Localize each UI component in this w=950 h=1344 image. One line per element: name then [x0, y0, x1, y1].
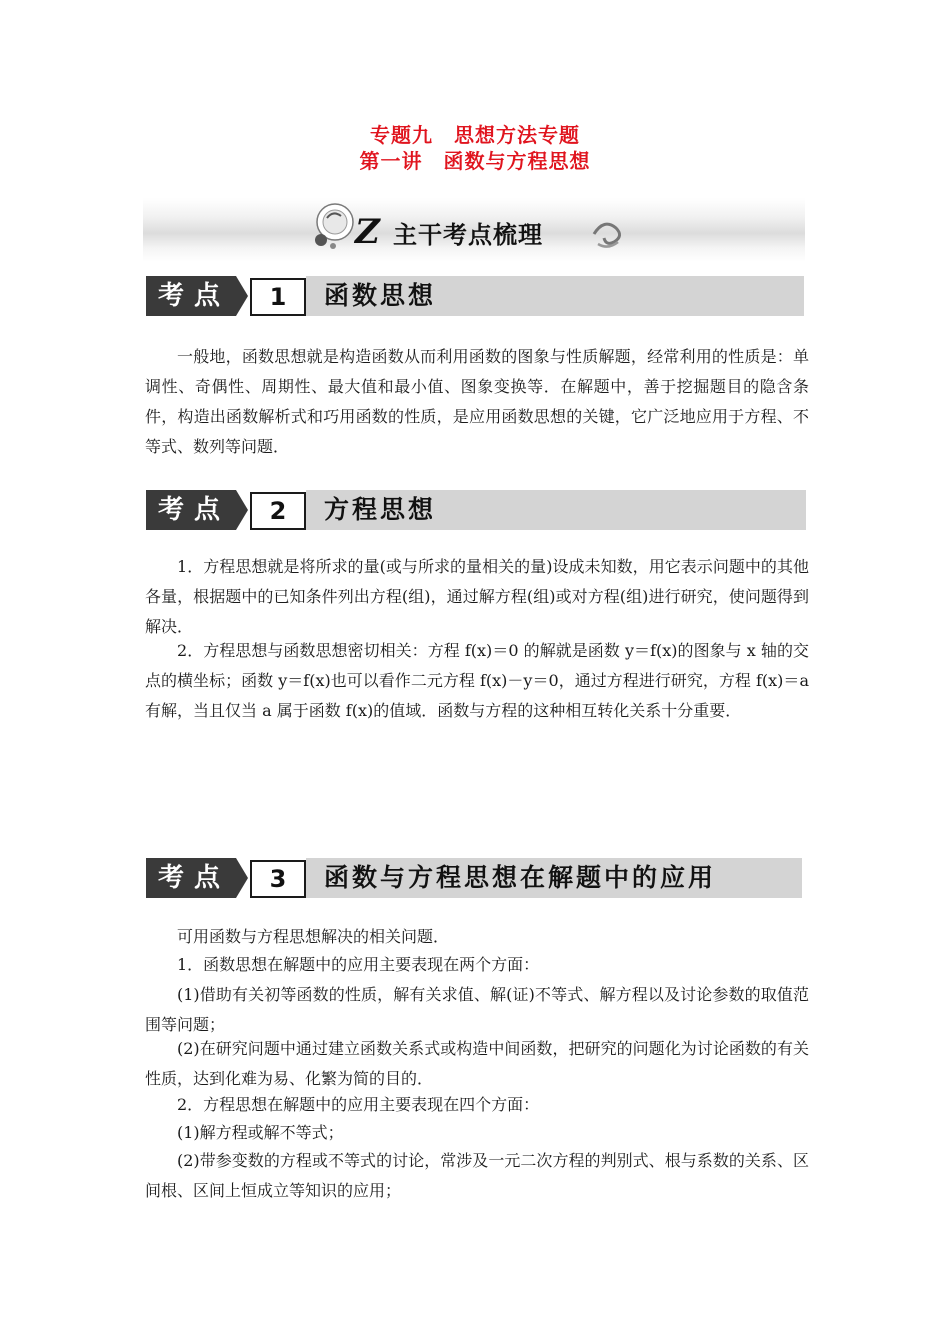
paragraph: 1．方程思想就是将所求的量(或与所求的量相关的量)设成未知数，用它表示问题中的其他各量，根据题中的已知条件列出方程(组)，通过解方程(组)或对方程(组)进行研究，使问题得到解决．	[145, 557, 809, 636]
paragraph: (2)带参变数的方程或不等式的讨论，常涉及一元二次方程的判别式、根与系数的关系、区间根、区间上恒成立等知识的应用；	[145, 1151, 809, 1200]
section-number: 3	[250, 860, 306, 898]
title-line-2: 第一讲 函数与方程思想	[359, 149, 591, 173]
section-heading: 函数与方程思想在解题中的应用	[324, 863, 717, 892]
section-number: 2	[250, 492, 306, 530]
paragraph: 一般地，函数思想就是构造函数从而利用函数的图象与性质解题，经常利用的性质是：单调性、奇偶性、周期性、最大值和最小值、图象变换等．在解题中，善于挖掘题目的隐含条件，构造出函数解析式和巧用函数的性质，是应用函数思想的关键，它广泛地应用于方程、不等式、数列等问题．	[145, 347, 809, 456]
arrow-right-icon	[236, 858, 248, 898]
section-tag: 考点	[146, 276, 236, 316]
section-header-2	[146, 490, 806, 530]
section-heading: 函数思想	[324, 281, 437, 310]
arrow-right-icon	[236, 276, 248, 316]
main-banner	[143, 198, 805, 262]
paragraph: (1)解方程或解不等式；	[177, 1123, 344, 1142]
bubble-decoration-icon	[311, 200, 355, 256]
paragraph: 2．方程思想与函数思想密切相关：方程 f(x)＝0 的解就是函数 y＝f(x)的图象与 x 轴的交点的横坐标；函数 y＝f(x)也可以看作二元方程 f(x)－y＝0，通过方程进行研究，方程 f(x)＝a 有解，当且仅当 a 属于函数 f(x)的值域．函数与方程的这种相互转化关系十分重要．	[145, 641, 809, 720]
section-tag: 考点	[146, 858, 236, 898]
section-header-3	[146, 858, 802, 898]
paragraph: (1)借助有关初等函数的性质，解有关求值、解(证)不等式、解方程以及讨论参数的取值范围等问题；	[145, 985, 809, 1034]
section-number: 1	[250, 278, 306, 316]
arrow-right-icon	[236, 490, 248, 530]
paragraph: (2)在研究问题中通过建立函数关系式或构造中间函数，把研究的问题化为讨论函数的有关性质，达到化难为易、化繁为简的目的．	[145, 1039, 809, 1088]
section-header-1	[146, 276, 804, 316]
document-title	[0, 122, 950, 174]
swirl-decoration-icon	[588, 214, 628, 254]
title-line-1: 专题九 思想方法专题	[370, 123, 580, 147]
paragraph: 可用函数与方程思想解决的相关问题．	[177, 927, 450, 946]
section-tag: 考点	[146, 490, 236, 530]
banner-title: 主干考点梳理	[393, 221, 543, 249]
banner-letter: Z	[355, 212, 380, 252]
paragraph: 2．方程思想在解题中的应用主要表现在四个方面：	[177, 1095, 540, 1114]
section-heading: 方程思想	[324, 495, 437, 524]
paragraph: 1．函数思想在解题中的应用主要表现在两个方面：	[177, 955, 540, 974]
